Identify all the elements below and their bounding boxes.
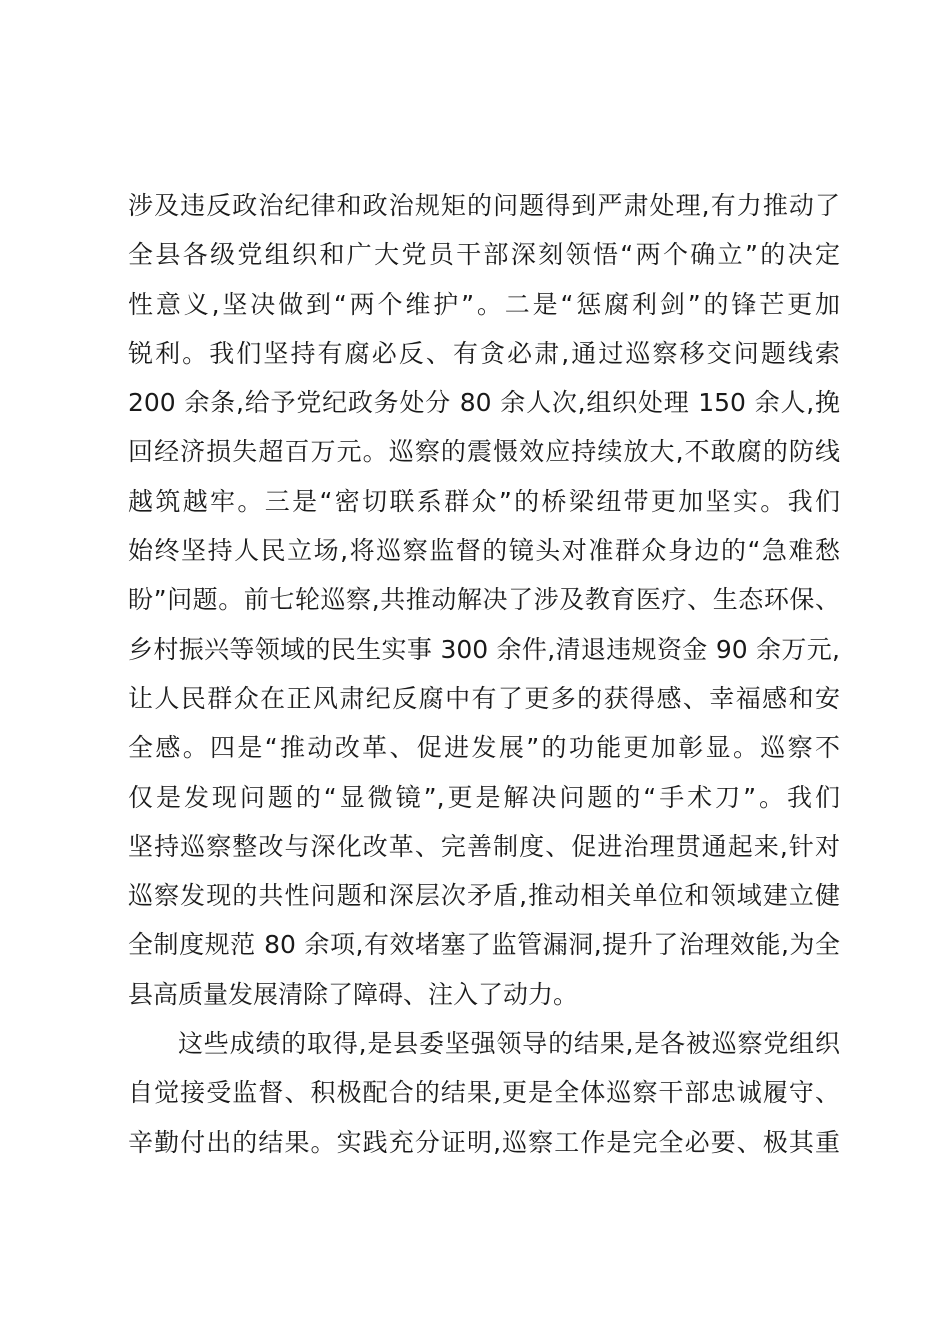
text-line: 越筑越牢。三是“密切联系群众”的桥梁纽带更加坚实。我们 [128, 486, 840, 516]
text-line: 全制度规范 80 余项,有效堵塞了监管漏洞,提升了治理效能,为全 [128, 930, 840, 960]
text-line: 涉及违反政治纪律和政治规矩的问题得到严肃处理,有力推动了 [128, 191, 840, 220]
text-line: 盼”问题。前七轮巡察,共推动解决了涉及教育医疗、生态环保、 [128, 585, 840, 615]
text-line: 巡察发现的共性问题和深层次矛盾,推动相关单位和领域建立健 [128, 881, 840, 911]
text-line: 全县各级党组织和广大党员干部深刻领悟“两个确立”的决定 [128, 240, 840, 270]
text-line: 自觉接受监督、积极配合的结果,更是全体巡察干部忠诚履守、 [128, 1078, 840, 1108]
text-line: 锐利。我们坚持有腐必反、有贪必肃,通过巡察移交问题线索 [128, 338, 840, 368]
paragraph-2 [128, 1019, 840, 1167]
text-line: 让人民群众在正风肃纪反腐中有了更多的获得感、幸福感和安 [128, 683, 840, 713]
text-line: 全感。四是“推动改革、促进发展”的功能更加彰显。巡察不 [128, 733, 840, 763]
text-line: 始终坚持人民立场,将巡察监督的镜头对准群众身边的“急难愁 [128, 536, 840, 566]
text-line: 仅是发现问题的“显微镜”,更是解决问题的“手术刀”。我们 [128, 782, 840, 812]
text-line: 性意义,坚决做到“两个维护”。二是“惩腐利剑”的锋芒更加 [128, 289, 840, 319]
text-line: 200 余条,给予党纪政务处分 80 余人次,组织处理 150 余人,挽 [128, 388, 840, 418]
text-line: 县高质量发展清除了障碍、注入了动力。 [128, 979, 579, 1009]
text-line: 辛勤付出的结果。实践充分证明,巡察工作是完全必要、极其重 [128, 1127, 840, 1157]
text-line: 这些成绩的取得,是县委坚强领导的结果,是各被巡察党组织 [178, 1029, 840, 1059]
text-line: 乡村振兴等领域的民生实事 300 余件,清退违规资金 90 余万元, [128, 634, 840, 664]
body-text [128, 181, 840, 1167]
paragraph-1 [128, 181, 840, 1019]
text-line: 坚持巡察整改与深化改革、完善制度、促进治理贯通起来,针对 [128, 831, 840, 861]
text-line: 回经济损失超百万元。巡察的震慑效应持续放大,不敢腐的防线 [128, 437, 840, 467]
